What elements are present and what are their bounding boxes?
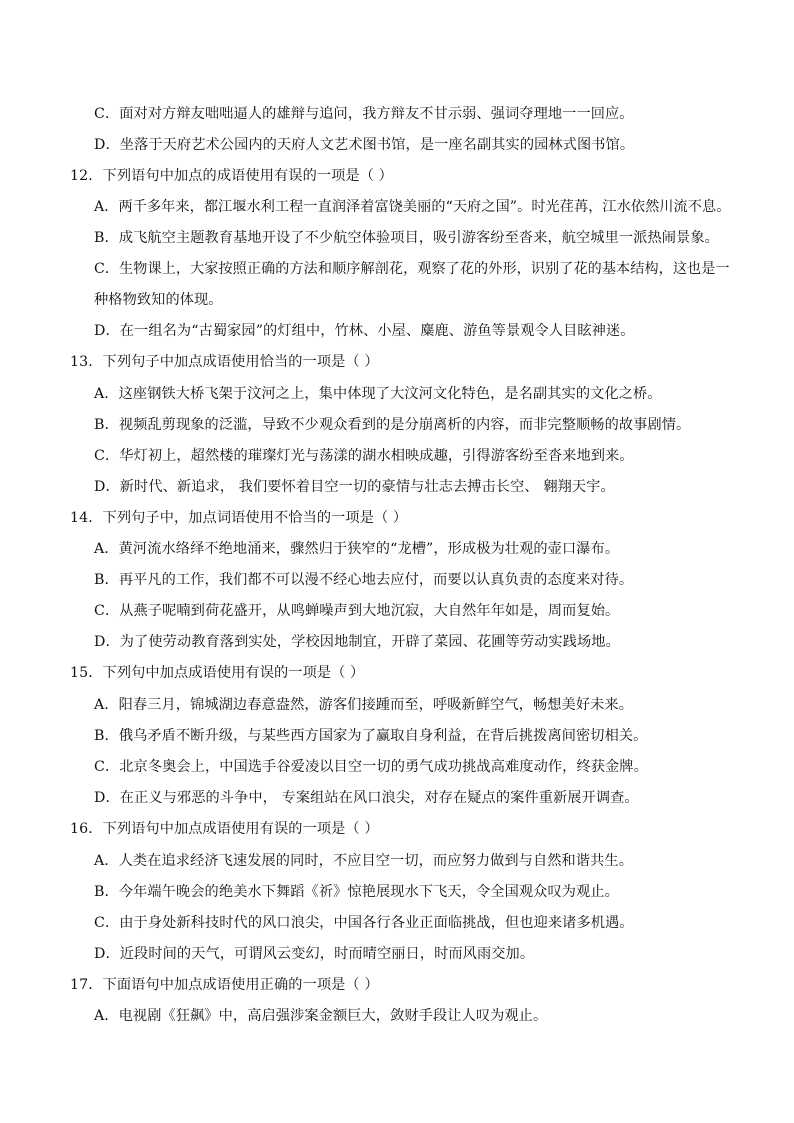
question-14: 14．下列句子中，加点词语使用不恰当的一项是（ ） bbox=[70, 510, 408, 526]
option-16d: D．近段时间的天气，可谓风云变幻，时而晴空丽日，时而风雨交加。 bbox=[94, 946, 535, 962]
option-12c: C．生物课上，大家按照正确的方法和顺序解剖花，观察了花的外形，识别了花的基本结构，这也是一 bbox=[94, 261, 730, 277]
question-13: 13．下列句子中加点成语使用恰当的一项是（ ） bbox=[70, 354, 379, 370]
option-12b: B．成飞航空主题教育基地开设了不少航空体验项目，吸引游客纷至沓来，航空城里一派热闹景象。 bbox=[94, 230, 719, 246]
option-15b: B．俄乌矛盾不断升级，与某些西方国家为了赢取自身利益，在背后挑拨离间密切相关。 bbox=[94, 728, 648, 744]
option-14c: C．从燕子呢喃到荷花盛开，从鸣蝉噪声到大地沉寂，大自然年年如是，周而复始。 bbox=[94, 603, 620, 619]
option-12d: D．在一组名为“古蜀家园”的灯组中，竹林、小屋、麋鹿、游鱼等景观令人目眩神迷。 bbox=[94, 323, 635, 339]
option-12a: A．两千多年来，都江堰水利工程一直润泽着富饶美丽的“天府之国”。时光荏苒，江水依然川流不息。 bbox=[94, 199, 731, 215]
option-13c: C．华灯初上，超然楼的璀璨灯光与荡漾的湖水相映成趣，引得游客纷至沓来地到来。 bbox=[94, 448, 634, 464]
option-11c: C．面对对方辩友咄咄逼人的雄辩与追问，我方辩友不甘示弱、强词夺理地一一回应。 bbox=[94, 106, 634, 122]
option-15a: A．阳春三月，锦城湖边春意盎然，游客们接踵而至，呼吸新鲜空气，畅想美好未来。 bbox=[94, 697, 633, 713]
option-13d: D．新时代、新追求， 我们要怀着目空一切的豪情与壮志去搏击长空、 翱翔天宇。 bbox=[94, 479, 615, 495]
option-16c: C．由于身处新科技时代的风口浪尖，中国各行各业正面临挑战，但也迎来诸多机遇。 bbox=[94, 915, 634, 931]
option-11d: D．坐落于天府艺术公园内的天府人文艺术图书馆，是一座名副其实的园林式图书馆。 bbox=[94, 137, 635, 153]
option-14a: A．黄河流水络绎不绝地涌来，骤然归于狭窄的“龙槽”，形成极为壮观的壶口瀑布。 bbox=[94, 541, 620, 557]
option-12c-continued: 种格物致知的体现。 bbox=[94, 292, 223, 308]
option-14b: B．再平凡的工作，我们都不可以漫不经心地去应付，而要以认真负责的态度来对待。 bbox=[94, 572, 634, 588]
option-13a: A．这座钢铁大桥飞架于汶河之上，集中体现了大汶河文化特色，是名副其实的文化之桥。 bbox=[94, 386, 662, 402]
option-17a: A．电视剧《狂飙》中，高启强涉案金额巨大，敛财手段让人叹为观止。 bbox=[94, 1008, 548, 1024]
question-15: 15．下列句中加点成语使用有误的一项是（ ） bbox=[70, 665, 365, 681]
option-16b: B．今年端午晚会的绝美水下舞蹈《祈》惊艳展现水下飞天，令全国观众叹为观止。 bbox=[94, 884, 619, 900]
option-15c: C．北京冬奥会上，中国选手谷爱凌以目空一切的勇气成功挑战高难度动作，终获金牌。 bbox=[94, 759, 648, 775]
question-12: 12．下列语句中加点的成语使用有误的一项是（ ） bbox=[70, 168, 393, 184]
question-16: 16．下列语句中加点成语使用有误的一项是（ ） bbox=[70, 821, 379, 837]
option-15d: D．在正义与邪恶的斗争中， 专案组站在风口浪尖，对存在疑点的案件重新展开调查。 bbox=[94, 790, 639, 806]
option-16a: A．人类在追求经济飞速发展的同时，不应目空一切，而应努力做到与自然和谐共生。 bbox=[94, 853, 633, 869]
option-13b: B．视频乱剪现象的泛滥，导致不少观众看到的是分崩离析的内容，而非完整顺畅的故事剧情。 bbox=[94, 417, 691, 433]
option-14d: D．为了使劳动教育落到实处，学校因地制宜，开辟了菜园、花圃等劳动实践场地。 bbox=[94, 634, 620, 650]
question-17: 17．下面语句中加点成语使用正确的一项是（ ） bbox=[70, 977, 379, 993]
